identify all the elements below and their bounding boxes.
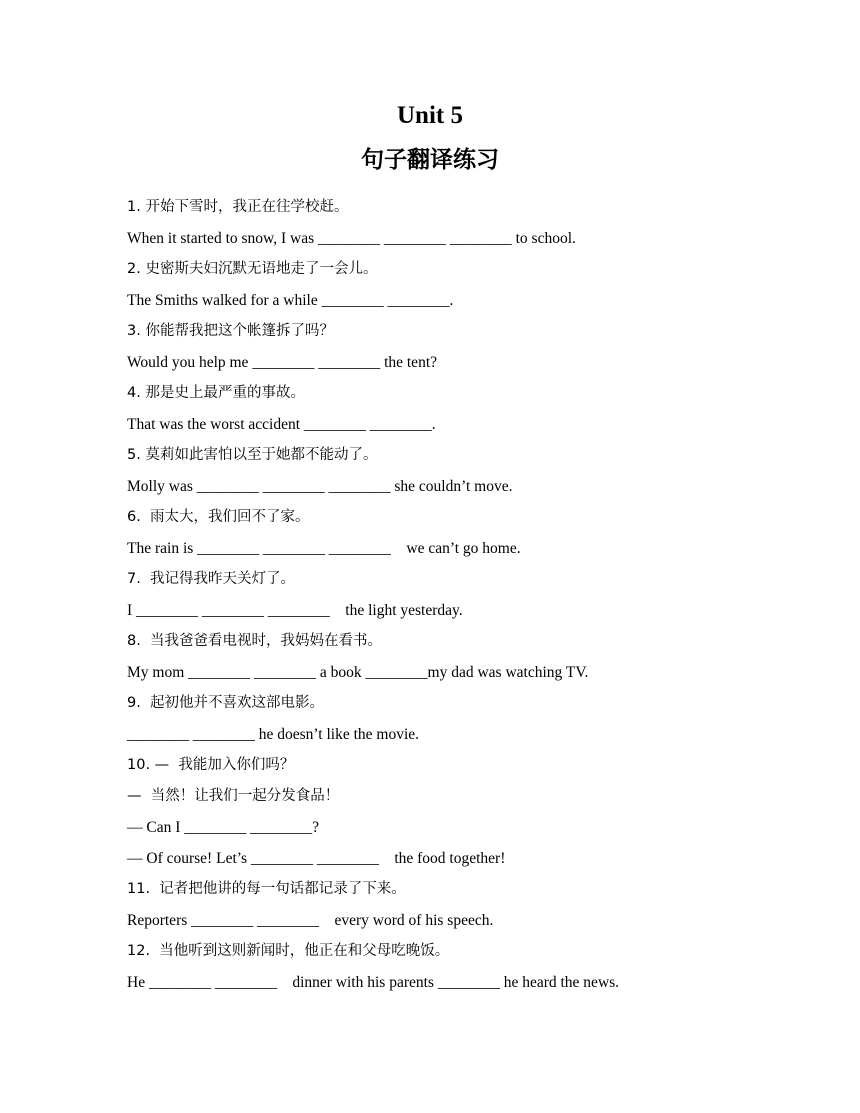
chinese-prompt-line: 8. 当我爸爸看电视时，我妈妈在看书。 (127, 633, 383, 649)
chinese-prompt-line: 2. 史密斯夫妇沉默无语地走了一会儿。 (127, 261, 378, 277)
english-sentence-line: He ________ ________ dinner with his parents ________ he heard the news. (127, 974, 620, 991)
chinese-prompt-line: 1. 开始下雪时，我正在往学校赶。 (127, 199, 349, 215)
english-sentence-line: Molly was ________ ________ ________ she couldn’t move. (127, 478, 513, 495)
english-sentence-line: Would you help me ________ ________ the tent? (127, 354, 437, 371)
english-sentence-line: Reporters ________ ________ every word of his speech. (127, 912, 494, 929)
chinese-prompt-line: 3. 你能帮我把这个帐篷拆了吗？ (127, 323, 334, 339)
english-sentence-line: The rain is ________ ________ ________ we can’t go home. (127, 540, 521, 557)
english-sentence-line: I ________ ________ ________ the light yesterday. (127, 602, 463, 619)
chinese-prompt-line: 11. 记者把他讲的每一句话都记录了下来。 (127, 881, 406, 897)
section-title: 句子翻译练习 (361, 147, 499, 173)
chinese-prompt-line: 6. 雨太大，我们回不了家。 (127, 509, 310, 525)
chinese-prompt-line: 9. 起初他并不喜欢这部电影。 (127, 695, 325, 711)
english-sentence-line: That was the worst accident ________ ________. (127, 416, 436, 433)
chinese-prompt-line: 12. 当他听到这则新闻时，他正在和父母吃晚饭。 (127, 943, 450, 959)
chinese-prompt-line: 10. — 我能加入你们吗？ (127, 757, 295, 773)
english-sentence-line: The Smiths walked for a while ________ ________. (127, 292, 454, 309)
chinese-prompt-line: 4. 那是史上最严重的事故。 (127, 385, 305, 401)
english-sentence-line: — Of course! Let’s ________ ________ the food together! (127, 850, 506, 867)
english-sentence-line: My mom ________ ________ a book ________my dad was watching TV. (127, 664, 589, 681)
chinese-prompt-line: 7. 我记得我昨天关灯了。 (127, 571, 296, 587)
english-sentence-line: — Can I ________ ________? (127, 819, 320, 836)
exercise-list (127, 192, 827, 998)
chinese-prompt-line: 5. 莫莉如此害怕以至于她都不能动了。 (127, 447, 378, 463)
unit-title: Unit 5 (397, 102, 463, 129)
chinese-prompt-line: — 当然！让我们一起分发食品！ (127, 788, 340, 804)
english-sentence-line: ________ ________ he doesn’t like the movie. (127, 726, 420, 743)
english-sentence-line: When it started to snow, I was ________ ________ ________ to school. (127, 230, 576, 247)
